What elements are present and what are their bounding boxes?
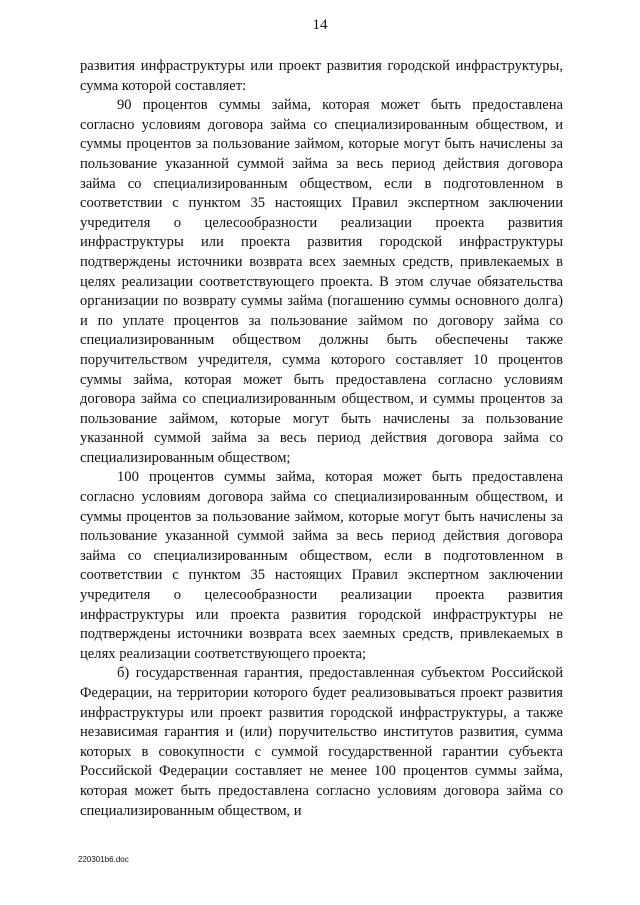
paragraph-continuation: развития инфраструктуры или проект развития городской инфраструктуры, сумма которой составляет:	[80, 58, 563, 94]
paragraph-state-guarantee: б) государственная гарантия, предоставленная субъектом Российской Федерации, на территории которого будет реализовываться проект развития инфраструктуры или проект развития городской инфраструктуры, а также независимая гарантия и (или) поручительство институтов развития, сумма которых в совокупности с суммой государственной гарантии субъекта Российской Федерации составляет не менее 100 процентов суммы займа, которая может быть предоставлена согласно условиям договора займа со специализированным обществом, и	[80, 665, 563, 819]
document-footer: 220301b6.doc	[78, 855, 129, 864]
page-number: 14	[312, 17, 328, 33]
paragraph-100-percent: 100 процентов суммы займа, которая может быть предоставлена согласно условиям договора займа со специализированным обществом, и суммы процентов за пользование займом, которые могут быть начислены за пользование указанной суммой займа за весь период действия договора займа со специализированным обществом, если в подготовленном в соответствии с пунктом 35 настоящих Правил экспертном заключении учредителя о целесообразности реализации проекта развития инфраструктуры или проекта развития городской инфраструктуры не подтверждены источники возврата всех заемных средств, привлекаемых в целях реализации соответствующего проекта;	[80, 469, 563, 662]
paragraph-90-percent: 90 процентов суммы займа, которая может быть предоставлена согласно условиям договора займа со специализированным обществом, и суммы процентов за пользование займом, которые могут быть начислены за пользование указанной суммой займа за весь период действия договора займа со специализированным обществом, если в подготовленном в соответствии с пунктом 35 настоящих Правил экспертном заключении учредителя о целесообразности реализации проекта развития инфраструктуры или проекта развития городской инфраструктуры подтверждены источники возврата всех заемных средств, привлекаемых в целях реализации соответствующего проекта. В этом случае обязательства организации по возврату суммы займа (погашению суммы основного долга) и по уплате процентов за пользование займом по договору займа со специализированным обществом должны быть обеспечены также поручительством учредителя, сумма которого составляет 10 процентов суммы займа, которая может быть предоставлена согласно условиям договора займа со специализированным обществом, и суммы процентов за пользование займом, которые могут быть начислены за пользование указанной суммой займа за весь период действия договора займа со специализированным обществом;	[80, 97, 563, 466]
document-body	[80, 57, 563, 821]
